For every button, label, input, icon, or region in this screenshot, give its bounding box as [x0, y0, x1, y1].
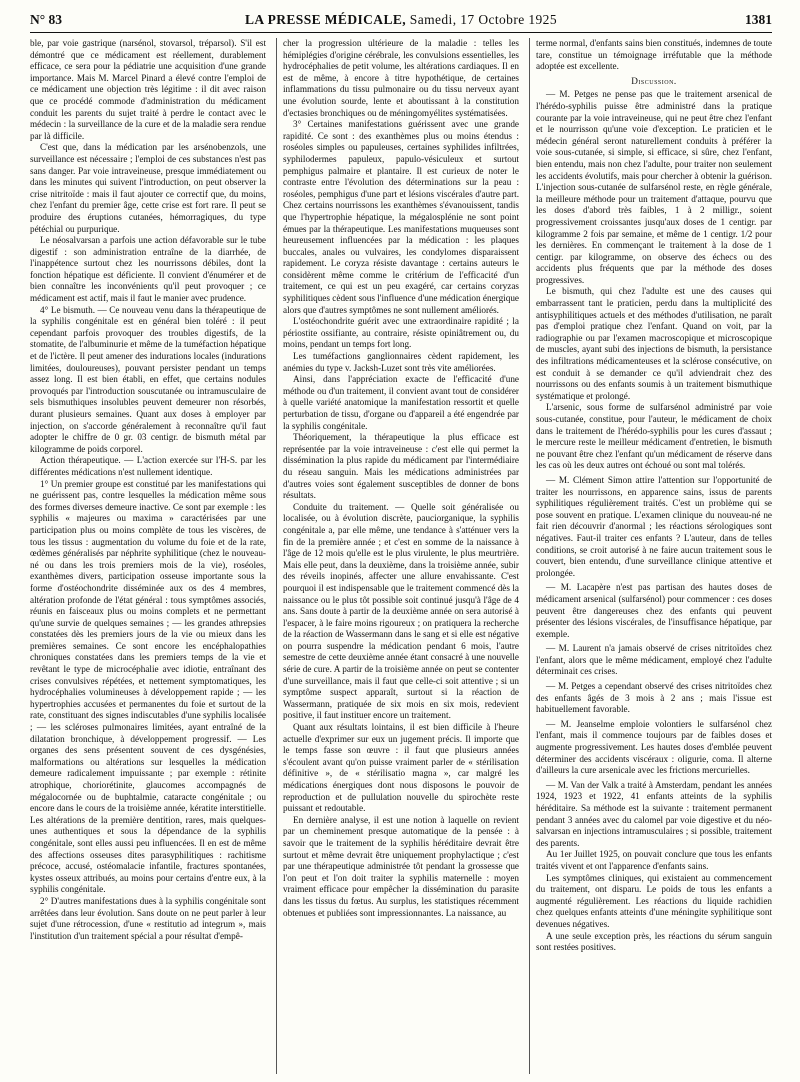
paragraph: Les symptômes cliniques, qui existaient au commencement du traitement, ont disparu. Le poids de tous les enfants a augmenté régulièrement. Les réactions du liquide rachidien chez quelques enfants atteints d'une méningite syphilitique sont devenues négatives. — [536, 872, 772, 929]
paragraph: — M. Petges a cependant observé des crises nitritoïdes chez des enfants âgés de 3 mois à 2 ans ; mais l'issue est habituellement favorable. — [536, 681, 772, 715]
page-number: 1381 — [745, 12, 772, 27]
text-column-1 — [30, 38, 266, 1074]
paragraph: 4° Le bismuth. — Ce nouveau venu dans la thérapeutique de la syphilis congénitale est en général bien toléré : il peut cependant parfois provoquer des troubles digestifs, de la stomatite, de l'albuminurie et même de la tuméfaction hépatique et de l'ictère. Il peut amener des indurations locales (indurations limitées, douloureuses), pouvant persister pendant un temps assez long. Il est bien établi, en effet, que certains nodules provoqués par l'introduction souscutanée ou intramusculaire de sels bismuthiques insolubles peuvent demeurer non résorbés, durant plusieurs semaines. Quant aux doses à employer par injection, on s'accorde généralement à reconnaître qu'il faut adopter le chiffre de 0 gr. 03 centigr. de bismuth métal par kilogramme de poids corporel. — [30, 304, 266, 454]
paragraph: ble, par voie gastrique (narsénol, stovarsol, tréparsol). S'il est démontré que ce médicament est réellement, durablement efficace, ce sera pour la pédiatrie une acquisition d'une grande importance. Mais M. Marcel Pinard a élevé contre l'emploi de ce médicament une objection très légitime : il dit avec raison que ce procédé commode d'administration du médicament conduit les parents du sujet traité à perdre le contact avec le médecin : la surveillance de la cure et de la maladie sera rendue par là difficile. — [30, 38, 266, 141]
column-divider — [276, 38, 277, 1074]
paragraph: — M. Laurent n'a jamais observé de crises nitritoïdes chez l'enfant, alors que le même médicament, employé chez l'adulte déterminait ces crises. — [536, 643, 772, 677]
journal-title: LA PRESSE MÉDICALE, — [245, 12, 407, 27]
paragraph: Le néosalvarsan a parfois une action défavorable sur le tube digestif : son administration entraîne de la diarrhée, de l'inappétence surtout chez les nourrissons débiles, dont la fonction hépatique est déficiente. Il convient d'énumérer et de bien connaître les inconvénients qu'il peut provoquer ; ce médicament est actif, mais il faut le manier avec prudence. — [30, 235, 266, 304]
paragraph: Les tuméfactions ganglionnaires cèdent rapidement, les anémies du type v. Jacksh-Luzet sont très vite améliorées. — [283, 351, 519, 373]
journal-masthead — [30, 12, 772, 28]
paragraph: Ainsi, dans l'appréciation exacte de l'efficacité d'une méthode ou d'un traitement, il convient avant tout de considérer à quelle variété anatomique la manifestation ressortit et quelle perturbation de tissu, d'organe ou d'appareil a été engendrée par la syphilis congénitale. — [283, 374, 519, 431]
text-column-3 — [536, 38, 772, 1074]
text-column-2 — [283, 38, 519, 1074]
paragraph: terme normal, d'enfants sains bien constitués, indemnes de toute tare, constitue un témoignage irréfutable que la méthode adoptée est excellente. — [536, 38, 772, 72]
paragraph: 3° Certaines manifestations guérissent avec une grande rapidité. Ce sont : des exanthèmes plus ou moins étendus : roséoles simples ou papuleuses, certaines syphilides infiltrées, syphilodermes papuleux, papulo-vésiculeux et surtout pemphigus palmaire et plantaire. Il est curieux de noter le contraste entre l'évolution des déterminations sur la peau : roséoles, pemphigus d'une part et lésions viscérales d'autre part. Chez certains nourrissons les exanthèmes s'évanouissent, tandis que l'hypertrophie hépatique, la mégalosplénie ne sont point émues par la thérapeutique. Les manifestations muqueuses sont heureusement influencées par la médication : les plaques buccales, anales ou vulvaires, les condylomes disparaissent rapidement. Le coryza résiste davantage : certains auteurs le considèrent même comme le critérium de l'efficacité d'un traitement, ce qui est un peu exagéré, car certains coryzas syphilitiques cèdent sous l'influence d'une médication énergique alors que d'autres symptômes ne sont nullement améliorés. — [283, 119, 519, 315]
paragraph: A une seule exception près, les réactions du sérum sanguin sont restées positives. — [536, 930, 772, 953]
paragraph: L'arsenic, sous forme de sulfarsénol administré par voie sous-cutanée, constitue, pour l'auteur, le médicament de choix dans le traitement de l'hérédo-syphilis pour les cures d'assaut ; le mercure reste le meilleur médicament d'entretien, le bismuth ne pouvant être chez l'enfant qu'un médicament de réserve dans les cas où les deux autres ont échoué ou sont mal tolérés. — [536, 402, 772, 471]
paragraph: En dernière analyse, il est une notion à laquelle on revient par un cheminement presque automatique de la pensée : à savoir que le traitement de la syphilis héréditaire devrait être surtout et même devrait être uniquement prophylactique ; c'est par une thérapeutique administrée tôt pendant la grossesse que l'on peut et l'on doit traiter la syphilis maternelle : moyen vraiment efficace pour empêcher la dissémination du parasite dans les tissus du fœtus. Au surplus, les statistiques récemment obtenues et publiées sont impressionnantes. La naissance, au — [283, 814, 519, 918]
paragraph: — M. Clément Simon attire l'attention sur l'opportunité de traiter les nourrissons, en apparence sains, issus de parents syphilitiques régulièrement traités. C'est un problème qui se pose souvent en pratique. L'examen clinique du nouveau-né ne fait rien découvrir d'anormal ; les réactions sérologiques sont négatives. Faut-il traiter ces enfants ? L'auteur, dans de telles conditions, se croit autorisé à ne faire aucun traitement sous le couvert, bien entendu, d'une surveillance clinique attentive et prolongée. — [536, 474, 772, 578]
paragraph: C'est que, dans la médication par les arsénobenzols, une surveillance est nécessaire ; l'emploi de ces substances n'est pas sans danger. Par voie intraveineuse, presque immédiatement ou dans les minutes qui suivent l'introduction, on peut observer la crise nitritoïde : mais il faut ajouter ce correctif que, du moins, chez l'enfant du premier âge, cette crise est fort rare. Il peut se produire des éruptions cutanées, hémorragiques, du type pétéchial ou purpurique. — [30, 142, 266, 234]
paragraph: 1° Un premier groupe est constitué par les manifestations qui ne guérissent pas, contre lesquelles la médication même sous des formes diverses demeure inactive. Ce sont par exemple : les syphilis « majeures ou maxima » caractérisées par une participation plus ou moins complète de tous les viscères, de tous les tissus : augmentation du volume du foie et de la rate, œdèmes généralisés par néphrite syphilitique (chez le nouveau-né ou dans les trois premiers mois de la vie), roséoles, exanthèmes divers, participation osseuse importante sous la forme d'ostéochondrite disséminée aux os des 4 membres, altération profonde de l'état général : tous symptômes associés, réunis en faisceaux plus ou moins complets et ne permettant qu'une survie de quelques semaines ; — les grandes athrepsies constatées dès les premiers jours de la vie ou mieux dans les premières semaines. Ce sont encore les encéphalopathies chroniques constatées dans les premiers temps de la vie et revêtant le type de microcéphalie avec idiotie, entraînant des crises convulsives répétées, et nettement symptomatiques, les hydrocéphalies volumineuses à développement rapide ; — les hypertrophies accusées et permanentes du foie et surtout de la rate, constituant des signes indiscutables d'une syphilis localisée ; — les scléroses pulmonaires limitées, ayant entraîné de la dilatation bronchique, à développement progressif. — Les organes des sens présentent souvent de ces dysgénésies, malformations ou altérations sur lesquelles la médication demeure radicalement impuissante ; par exemple : rétinite atrophique, choriorétinite, glaucomes accompagnés de mégalocornée ou de buphtalmie, cataracte congénitale ; ou encore dans le cours de la troisième année, kératite interstitielle. Les altérations de la première dentition, rares, mais quelques-unes authentiques et sous la dépendance de la syphilis congénitale, sont elles aussi peu influencées. Il en est de même des affections osseuses dites parasyphilitiques : rachitisme précoce, accusé, ostéomalacie infantile, fractures spontanées, kystes osseux attribués, au moins pour certains d'entre eux, à la syphilis congénitale. — [30, 478, 266, 895]
issue-number: N° 83 — [30, 12, 63, 27]
section-heading: Discussion. — [631, 75, 677, 86]
paragraph: Le bismuth, qui chez l'adulte est une des causes qui embarrassent tant le praticien, perdu dans la multiplicité des antisyphilitiques actuels et des méthodes d'utilisation, ne paraît pas d'emploi pratique chez l'enfant. Quand on voit, par la radiographie ou par l'examen macroscopique et microscopique de muscles, ayant subi des injections de bismuth, la persistance des infiltrations médicamenteuses et la sclérose consécutive, on est conduit à se demander ce qu'il adviendrait chez des nourrissons ou des enfants soumis à un traitement bismuthique systématique et prolongé. — [536, 286, 772, 401]
paragraph: Action thérapeutique. — L'action exercée sur l'H-S. par les différentes médications n'est nullement identique. — [30, 455, 266, 477]
paragraph: Quant aux résultats lointains, il est bien difficile à l'heure actuelle d'exprimer sur eux un jugement précis. Il importe que le temps fasse son œuvre : il faut que plusieurs années s'écoulent avant qu'on puisse vraiment parler de « stérilisation définitive », de « stérilisatio magna », car malgré les médications énergiques dont nous disposons le pouvoir de reproduction et de pullulation nouvelle du spirochète reste puissant et redoutable. — [283, 722, 519, 814]
paragraph: Au 1er Juillet 1925, on pouvait conclure que tous les enfants traités vivent et ont l'apparence d'enfants sains. — [536, 849, 772, 871]
column-divider — [529, 38, 530, 1074]
paragraph: cher la progression ultérieure de la maladie : telles les hémiplégies d'origine cérébrale, les convulsions essentielles, les hydrocéphalies de petit volume, les altérations cardiaques. Il en est de même, à encore à titre hypothétique, de certaines inflammations du tissu pulmonaire ou du tissu nerveux ayant une évolution sourde, lente et aboutissant à la constitution d'ectasies bronchiques ou de méningomyélites systématisées. — [283, 38, 519, 118]
page-header — [30, 10, 772, 33]
paragraph: — M. Van der Valk a traité à Amsterdam, pendant les années 1924, 1923 et 1922, 41 enfants atteints de la syphilis héréditaire. Sa méthode est la suivante : traitement permanent pendant 3 années avec du calomel par voie digestive et du néo-salvarsan en injections intramusculaires ; si possible, traitement des parents. — [536, 779, 772, 848]
paragraph: — M. Petges ne pense pas que le traitement arsenical de l'hérédo-syphilis puisse être administré dans la pratique courante par la voie intraveineuse, qui ne peut être chez l'enfant et le nourrisson qu'une voie d'exception. Le praticien et le médecin général seront naturellement conduits à préférer la voie sous-cutanée, si simple, si efficace, si sûre, chez l'enfant, bien entendu, mais non chez l'adulte, pour traiter non seulement les accidents évolutifs, mais pour chercher à obtenir la guérison. L'injection sous-cutanée de sulfarsénol reste, en règle générale, la meilleure méthode pour un traitement d'attaque, pourvu que les doses d'abord très faibles, 1 à 2 milligr., soient progressivement croissantes jusqu'aux doses de 1 centigr. par kilogramme 2 fois par semaine, et même de 1 centigr. 1/2 pour les dernières. En commençant le traitement à la dose de 1 centigr. par kilogramme, on observe des échecs ou des accidents plus fréquents que par la méthode des doses progressives. — [536, 89, 772, 285]
paragraph: 2° D'autres manifestations dues à la syphilis congénitale sont arrêtées dans leur évolution. Sans doute on ne peut parler à leur sujet d'une rétrocession, d'une « restitutio ad integrum », mais l'institution d'un traitement spécial a pour résultat d'empê- — [30, 895, 266, 941]
issue-date: Samedi, 17 Octobre 1925 — [406, 12, 557, 27]
paragraph: L'ostéochondrite guérit avec une extraordinaire rapidité ; la périostite ossifiante, au contraire, résiste opiniâtrement ou, du moins, pendant un temps fort long. — [283, 316, 519, 350]
paragraph: Conduite du traitement. — Quelle soit généralisée ou localisée, ou à évolution discrète, pauciorganique, la syphilis congénitale a, par elle même, une tendance à s'atténuer vers la fin de la première année ; et c'est en somme de la naissance à l'âge de 12 mois qu'elle est le plus virulente, le plus meurtrière. Mais elle peut, dans la deuxième, dans la troisième année, subir des réveils inopinés, affecter une allure envahissante. C'est pourquoi il est indispensable que le traitement commencé dès la naissance ou le plus tôt possible soit continué jusqu'à l'âge de 4 ans. Sans doute à partir de la deuxième année on sera autorisé à l'espacer, à le faire moins rigoureux ; on pratiquera la recherche de la réaction de Wassermann dans le sang et si elle est négative on pourra suspendre la médication pendant 6 mois, l'autre semestre de cette deuxième année étant consacré à une nouvelle série de cure. A partir de la troisième année on peut se contenter d'une surveillance, mais il faut que celle-ci soit attentive ; si un symptôme suspect apparaît, surtout si la réaction de Wassermann, pratiquée de six mois en six mois, redevient positive, il faut instituer encore un traitement. — [283, 501, 519, 721]
paragraph: — M. Jeanselme emploie volontiers le sulfarsénol chez l'enfant, mais il commence toujours par de faibles doses et augmente progressivement. Les hautes doses d'emblée peuvent déterminer des accidents viscéraux : oligurie, coma. Il alterne d'ailleurs la cure arsenicale avec les frictions mercurielles. — [536, 718, 772, 776]
paragraph: — M. Lacapère n'est pas partisan des hautes doses de médicament arsenical (sulfarsénol) pour commencer : ces doses peuvent être dangereuses chez des enfants qui peuvent présenter des lésions viscérales, de l'insuffisance hépatique, par exemple. — [536, 582, 772, 639]
paragraph: Théoriquement, la thérapeutique la plus efficace est représentée par la voie intraveineuse : c'est elle qui permet la dissémination la plus rapide du médicament par l'intermédiaire du réseau sanguin. Mais les médications administrées par d'autres voies sont également susceptibles de donner de bons résultats. — [283, 432, 519, 501]
